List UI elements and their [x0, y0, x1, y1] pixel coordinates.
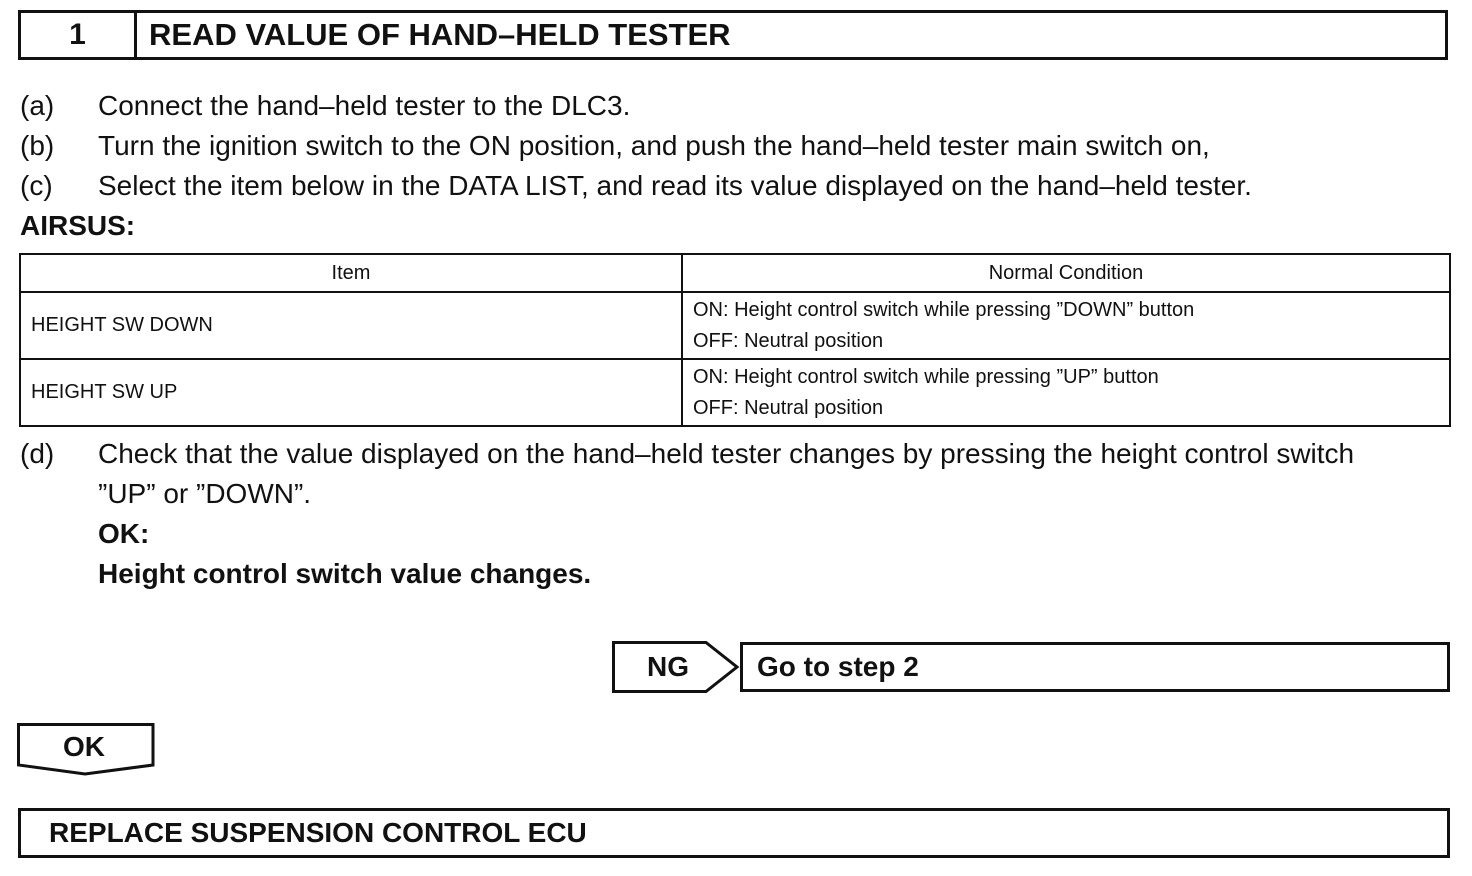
- instruction-text: ”UP” or ”DOWN”.: [98, 478, 312, 509]
- instruction-label: (c): [20, 170, 53, 201]
- table-cell-condition: [682, 292, 1450, 359]
- instruction-text: Turn the ignition switch to the ON position, and push the hand–held tester main switch on,: [98, 130, 1210, 161]
- condition-off: OFF: Neutral position: [693, 396, 884, 419]
- ok-criteria-label: OK:: [98, 518, 150, 549]
- step-number: 1: [21, 13, 137, 57]
- section-label: AIRSUS:: [20, 210, 136, 241]
- ok-criteria-text: Height control switch value changes.: [98, 558, 592, 589]
- ng-label: NG: [647, 651, 689, 682]
- step-header: [18, 10, 1448, 60]
- table-cell-item: HEIGHT SW UP: [20, 359, 682, 426]
- condition-on: ON: Height control switch while pressing ”UP” button: [693, 365, 1159, 388]
- table-cell-item: HEIGHT SW DOWN: [20, 292, 682, 359]
- table-row: [20, 359, 1450, 426]
- table-cell-condition: [682, 359, 1450, 426]
- final-step-text: REPLACE SUSPENSION CONTROL ECU: [49, 817, 587, 848]
- step-title: READ VALUE OF HAND–HELD TESTER: [149, 17, 731, 52]
- instruction-text: Connect the hand–held tester to the DLC3.: [98, 90, 631, 121]
- instruction-text: Check that the value displayed on the hand–held tester changes by pressing the height control switch: [98, 438, 1355, 469]
- ok-label: OK: [63, 731, 105, 762]
- instruction-text: Select the item below in the DATA LIST, and read its value displayed on the hand–held tester.: [98, 170, 1252, 201]
- condition-off: OFF: Neutral position: [693, 329, 884, 352]
- table-header-item: Item: [20, 254, 682, 292]
- ng-target-box: [740, 642, 1450, 692]
- table-header-condition: Normal Condition: [682, 254, 1450, 292]
- instruction-label: (d): [20, 438, 55, 469]
- condition-on: ON: Height control switch while pressing ”DOWN” button: [693, 298, 1195, 321]
- data-list-table: [19, 253, 1451, 427]
- instruction-label: (a): [20, 90, 55, 121]
- final-step-box: [18, 808, 1450, 858]
- instruction-label: (b): [20, 130, 55, 161]
- ng-target-text: Go to step 2: [757, 651, 919, 682]
- table-header-row: [20, 254, 1450, 292]
- table-row: [20, 292, 1450, 359]
